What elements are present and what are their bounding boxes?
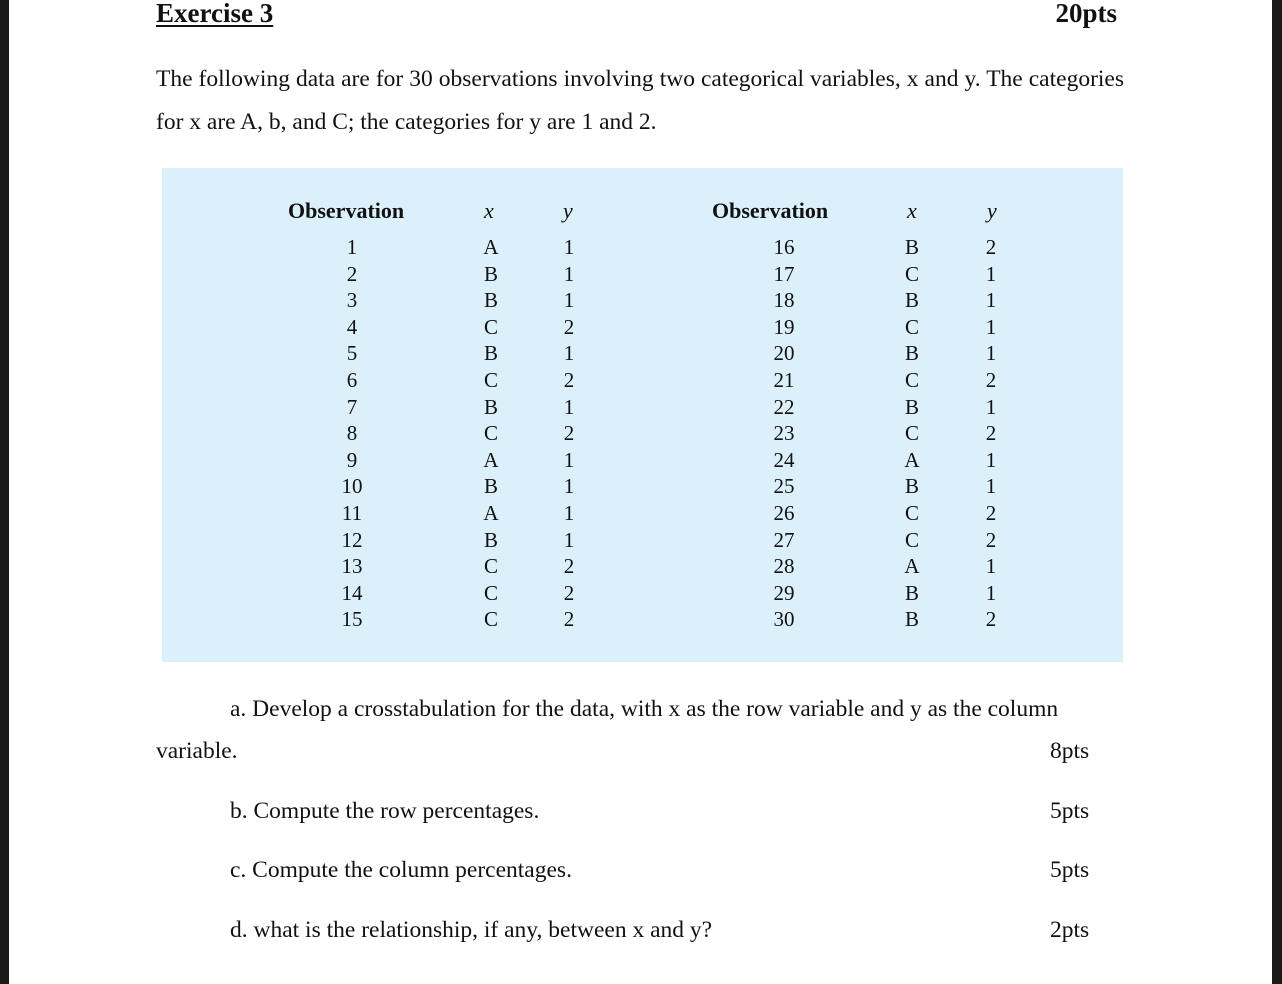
y-cell: 1 (563, 500, 575, 525)
observation-cell: 24 (773, 447, 795, 472)
x-cell: B (904, 474, 919, 499)
x-cell: B (904, 607, 919, 632)
observation-cell: 11 (341, 500, 363, 525)
x-cell: B (483, 261, 498, 286)
observation-cell: 3 (346, 288, 358, 313)
question-d: d. what is the relationship, if any, between x and y? (230, 917, 713, 943)
x-column-left (473, 234, 509, 633)
document-page (9, 0, 1272, 984)
observation-cell: 23 (773, 421, 795, 446)
observation-column-right (754, 234, 814, 633)
x-cell: C (483, 580, 498, 605)
observation-cell: 21 (773, 367, 795, 392)
observation-cell: 4 (346, 314, 358, 339)
y-cell: 2 (985, 527, 997, 552)
observation-header-left: Observation (288, 198, 405, 223)
y-cell: 1 (985, 314, 997, 339)
observation-column-left (322, 234, 382, 633)
data-table (162, 168, 1123, 662)
y-cell: 1 (563, 261, 575, 286)
question-a-line1: a. Develop a crosstabulation for the data, with x as the row variable and y as the column (230, 696, 1059, 722)
y-cell: 1 (985, 341, 997, 366)
y-cell: 2 (985, 500, 997, 525)
y-cell: 1 (563, 235, 575, 259)
observation-cell: 12 (341, 527, 363, 552)
y-cell: 1 (985, 447, 997, 472)
y-cell: 1 (563, 527, 575, 552)
x-cell: C (483, 367, 498, 392)
exercise-title: Exercise 3 (156, 0, 274, 28)
y-cell: 2 (563, 367, 575, 392)
observation-cell: 27 (773, 527, 795, 552)
x-cell: A (904, 554, 920, 579)
x-cell: A (483, 447, 499, 472)
observation-cell: 5 (346, 341, 358, 366)
observation-cell: 22 (773, 394, 795, 419)
x-cell: B (904, 580, 919, 605)
x-cell: C (483, 421, 498, 446)
y-cell: 2 (985, 421, 997, 446)
observation-cell: 16 (773, 235, 795, 259)
y-cell: 2 (563, 421, 575, 446)
x-cell: C (904, 314, 919, 339)
y-cell: 1 (985, 554, 997, 579)
x-cell: B (904, 341, 919, 366)
y-column-left (552, 234, 586, 633)
observation-header-right: Observation (712, 198, 829, 223)
y-cell: 1 (563, 288, 575, 313)
y-cell: 1 (985, 261, 997, 286)
question-b-points: 5pts (1050, 798, 1090, 824)
x-header-right: x (907, 198, 917, 223)
x-cell: C (904, 261, 919, 286)
x-cell: A (904, 447, 920, 472)
intro-paragraph: The following data are for 30 observations involving two categorical variables, x and y. The categories for x are A, b, and C; the categories for y are 1 and 2. (156, 66, 1124, 135)
observation-cell: 2 (346, 261, 358, 286)
x-cell: B (483, 474, 498, 499)
x-cell: B (904, 235, 919, 259)
observation-cell: 25 (773, 474, 795, 499)
observation-cell: 20 (773, 341, 795, 366)
observation-cell: 17 (773, 261, 795, 286)
y-header-left: y (563, 198, 573, 223)
y-cell: 1 (563, 474, 575, 499)
x-cell: C (904, 421, 919, 446)
observation-cell: 26 (773, 500, 795, 525)
observation-cell: 14 (341, 580, 363, 605)
question-b: b. Compute the row percentages. (230, 798, 540, 824)
x-column-right (894, 234, 930, 633)
x-cell: B (483, 527, 498, 552)
observation-cell: 13 (341, 554, 363, 579)
question-a-line2: variable. (156, 738, 238, 764)
x-cell: B (483, 288, 498, 313)
x-cell: A (483, 500, 499, 525)
observation-cell: 8 (346, 421, 358, 446)
x-cell: B (483, 341, 498, 366)
x-cell: B (904, 288, 919, 313)
question-a-points: 8pts (1050, 738, 1090, 764)
y-cell: 1 (985, 580, 997, 605)
y-cell: 1 (563, 447, 575, 472)
observation-cell: 1 (346, 235, 358, 259)
x-cell: C (904, 367, 919, 392)
x-cell: A (483, 235, 499, 259)
x-header-left: x (484, 198, 494, 223)
x-cell: B (904, 394, 919, 419)
y-cell: 2 (563, 554, 575, 579)
observation-cell: 30 (773, 607, 795, 632)
observation-cell: 18 (773, 288, 795, 313)
y-cell: 2 (563, 607, 575, 632)
y-cell: 1 (985, 394, 997, 419)
observation-cell: 19 (773, 314, 795, 339)
y-cell: 1 (563, 341, 575, 366)
x-cell: B (483, 394, 498, 419)
x-cell: C (904, 500, 919, 525)
y-cell: 2 (985, 367, 997, 392)
observation-cell: 15 (341, 607, 363, 632)
x-cell: C (483, 607, 498, 632)
y-header-right: y (987, 198, 997, 223)
y-column-right (974, 234, 1008, 633)
x-cell: C (904, 527, 919, 552)
x-cell: C (483, 554, 498, 579)
observation-cell: 29 (773, 580, 795, 605)
y-cell: 2 (985, 607, 997, 632)
exercise-points: 20pts (1055, 0, 1117, 28)
observation-cell: 7 (346, 394, 358, 419)
y-cell: 2 (563, 314, 575, 339)
x-cell: C (483, 314, 498, 339)
y-cell: 1 (985, 288, 997, 313)
observation-cell: 9 (346, 447, 358, 472)
observation-cell: 28 (773, 554, 795, 579)
observation-cell: 10 (341, 474, 363, 499)
question-d-points: 2pts (1050, 917, 1090, 943)
question-c-points: 5pts (1050, 857, 1090, 883)
y-cell: 1 (563, 394, 575, 419)
question-c: c. Compute the column percentages. (230, 857, 572, 883)
y-cell: 2 (563, 580, 575, 605)
y-cell: 2 (985, 235, 997, 259)
observation-cell: 6 (346, 367, 358, 392)
y-cell: 1 (985, 474, 997, 499)
